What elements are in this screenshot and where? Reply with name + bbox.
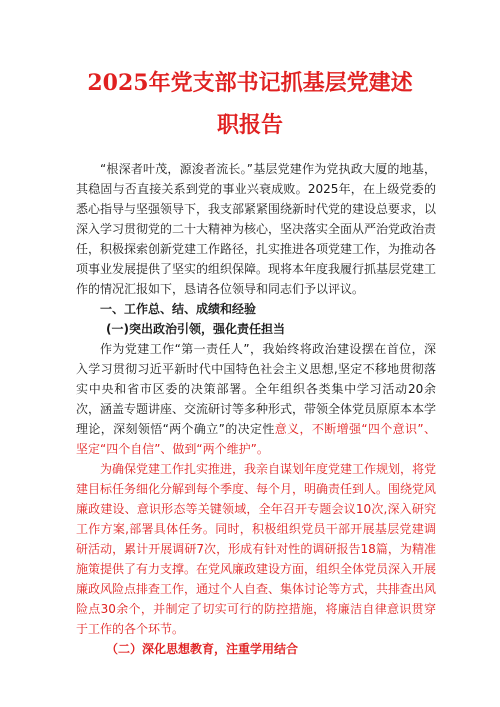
section-heading-1: 一、工作总、结、成绩和经验 [100,302,257,316]
highlighted-text: 意义，不断增强“四个意识”、坚定“四个自信”、做到“两个维护”。 [76,422,437,456]
paragraph-text: 作为党建工作“第一责任人”，我始终将政治建设摆在首位，深入学习贯彻习近平新时代中国特色社会主义思想,坚定不移地贯彻落实中央和省市区委的决策部署。全年组织各类集中学习活动20余次，涵盖专题讲座、交流研讨等多种形式，带领全体党员原原本本学理论，深刻领悟“两个确立”的决定性 [76,342,437,436]
document-body [76,159,436,659]
document-title-line-2: 职报告 [216,112,283,138]
document-title-line-1: 2025年党支部书记抓基层党建述 [87,70,413,96]
paragraph-political-leadership [76,339,436,459]
paragraph-party-building-plan: 为确保党建工作扎实推进，我亲自谋划年度党建工作规划，将党建目标任务细化分解到每个季度、每个月，明确责任到人。围绕党风廉政建设、意识形态等关键领域，全年召开专题会议10次,深入研究工作方案,部署具体任务。同时，积极组织党员干部开展基层党建调研活动，累计开展调研7次，形成有针对性的调研报告18篇，为精准施策提供了有力支撑。在党风廉政建设方面，组织全体党员深入开展廉政风险点排查工作，通过个人自查、集体讨论等方式，共排查出风险点30余个，并制定了切实可行的防控措施，将廉洁自律意识贯穿于工作的各个环节。 [76,462,437,636]
intro-paragraph: “根深者叶茂，源浚者流长。”基层党建作为党执政大厦的地基，其稳固与否直接关系到党的事业兴衰成败。2025年，在上级党委的悉心指导与坚强领导下，我支部紧紧围绕新时代党的建设总要求，以深入学习贯彻党的二十大精神为核心，坚决落实全面从严治党政治责任，积极探索创新党建工作路径，扎实推进各项党建工作，为推动各项事业发展提供了坚实的组织保障。现将本年度我履行抓基层党建工作的情况汇报如下，恳请各位领导和同志们予以评议。 [76,162,437,296]
subsection-heading-1: (一)突出政治引领，强化责任担当 [106,322,285,336]
subsection-heading-2: （二）深化思想教育，注重学用结合 [106,642,299,656]
